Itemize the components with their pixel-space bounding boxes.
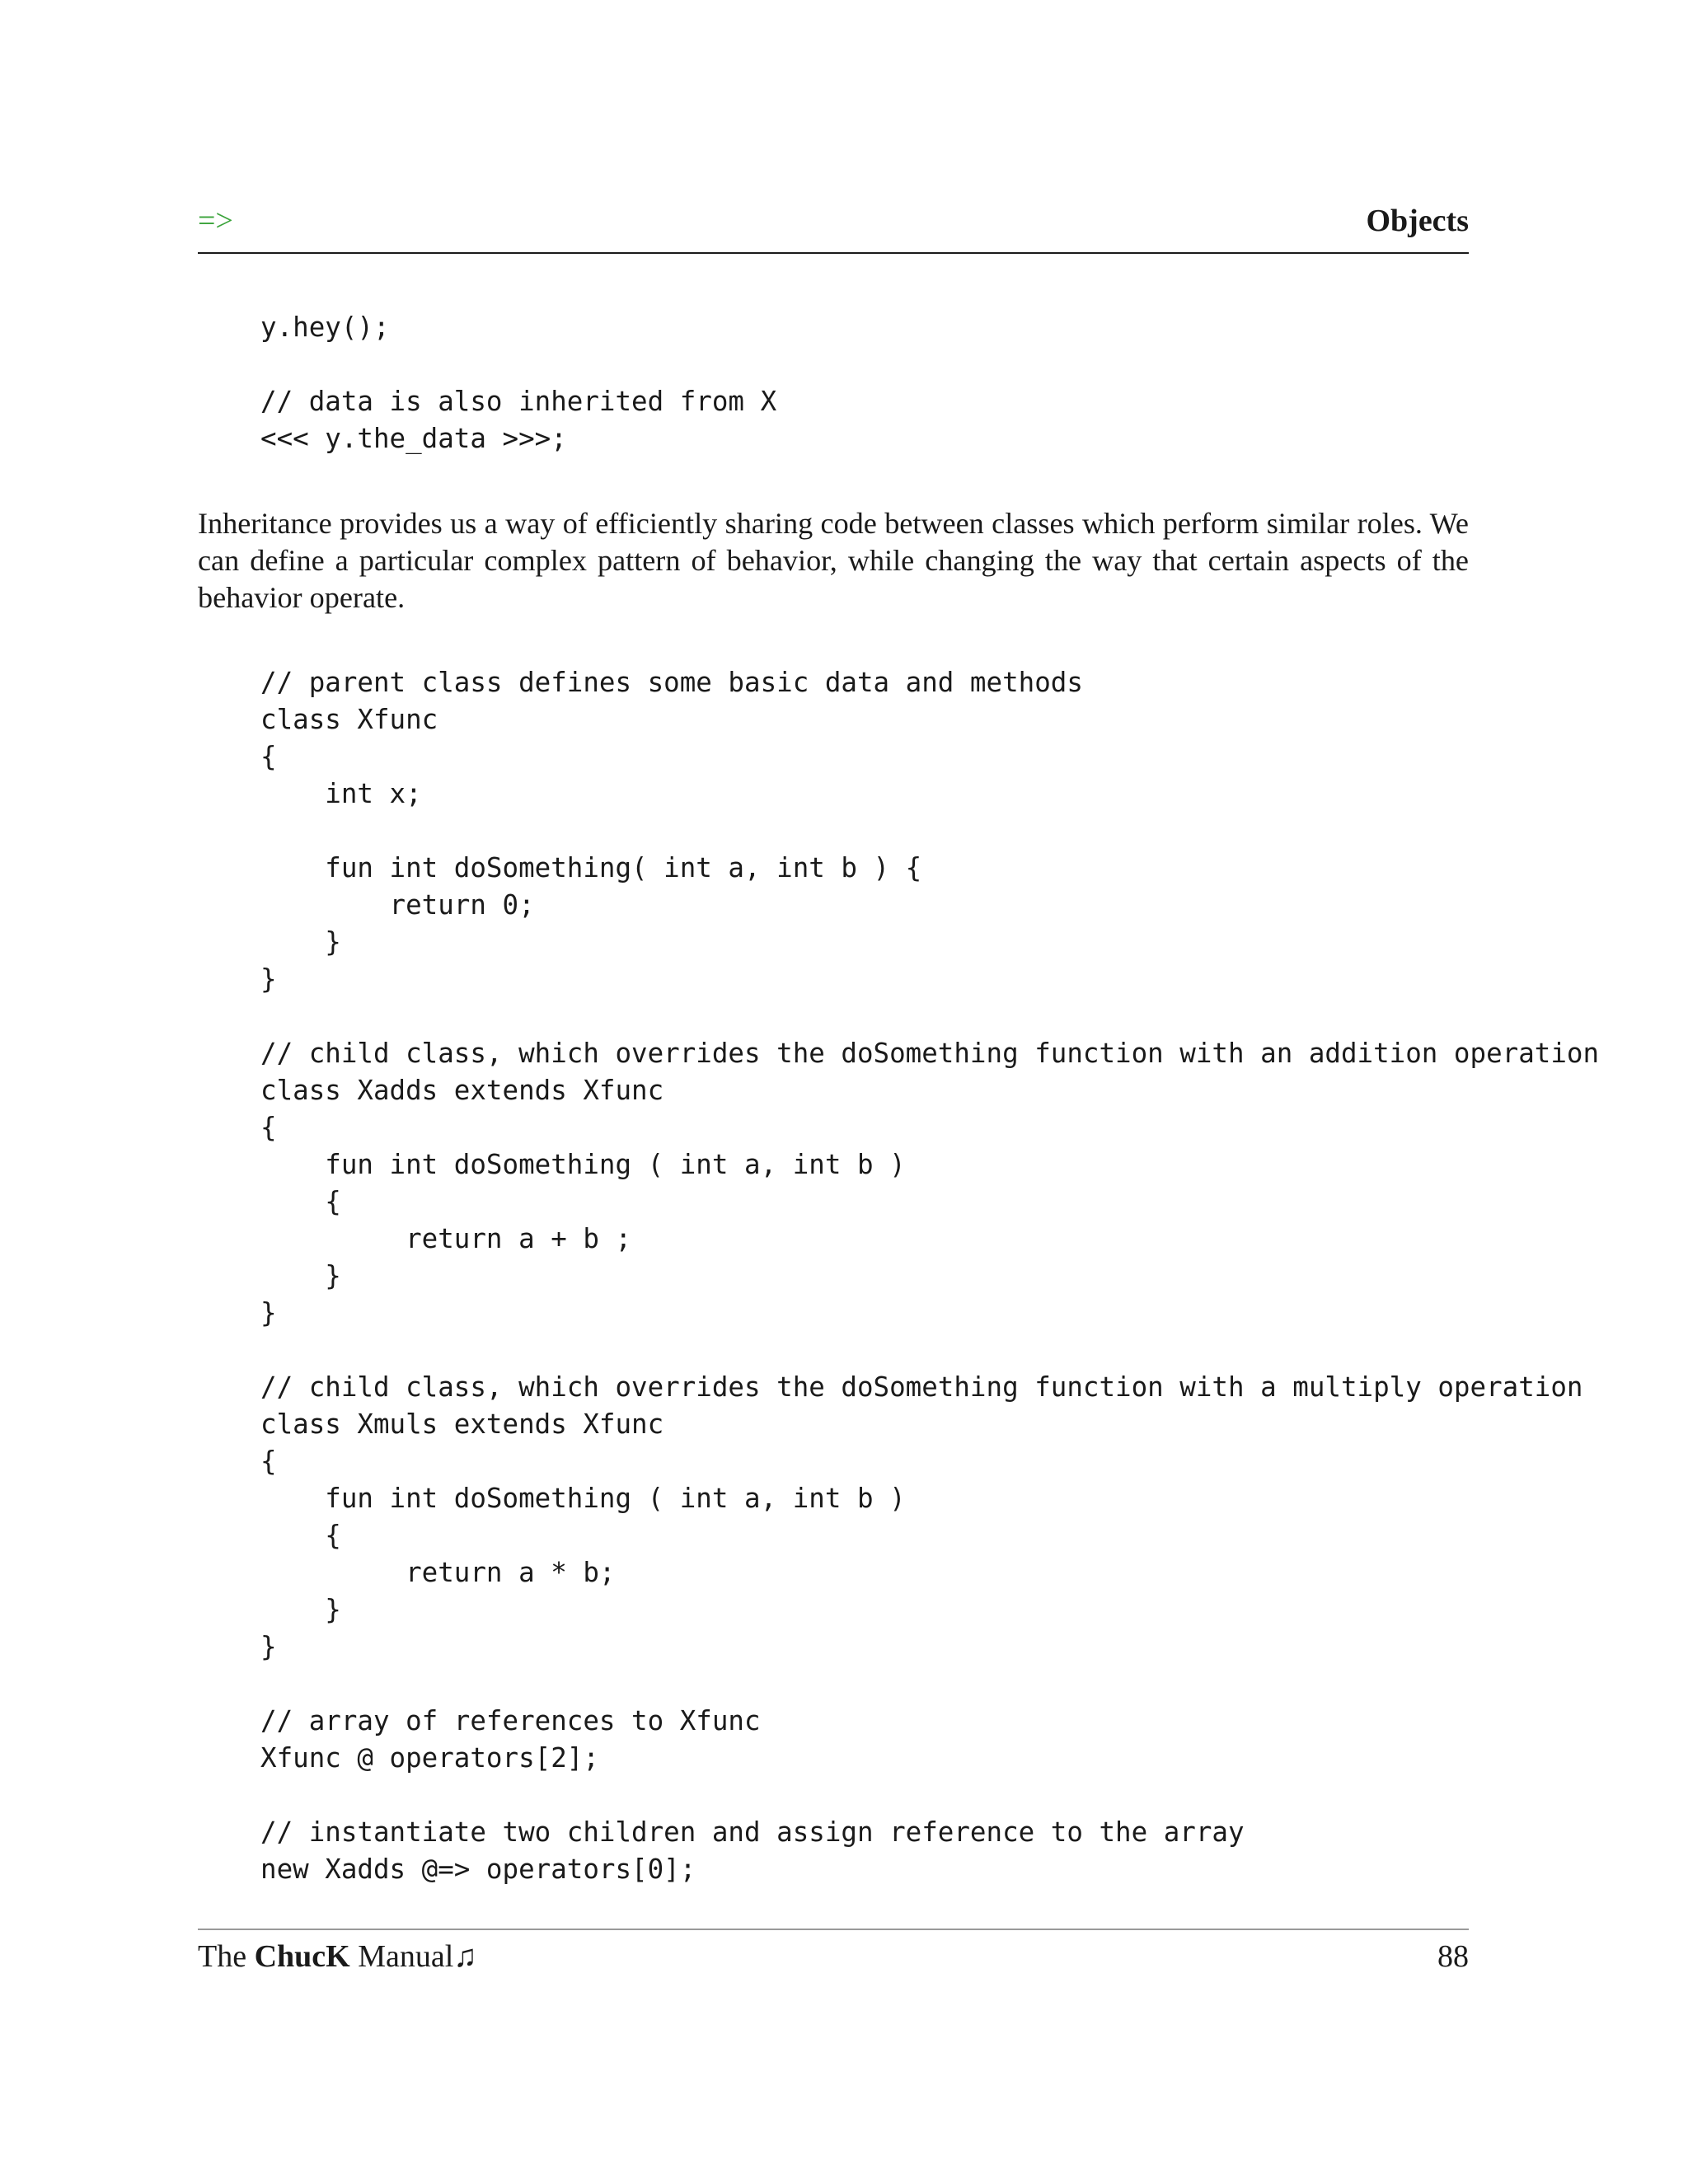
- code-line: class Xadds extends Xfunc: [260, 1075, 664, 1106]
- code-line: }: [260, 1631, 277, 1662]
- code-line: [260, 346, 776, 383]
- header-arrow: =>: [198, 204, 233, 238]
- code-line: return a + b ;: [260, 1223, 632, 1254]
- code-line: class Xfunc: [260, 704, 438, 735]
- code-line: }: [260, 926, 341, 958]
- code-line: [260, 1666, 1599, 1703]
- code-line: // child class, which overrides the doSomething function with a multiply operation: [260, 1371, 1583, 1403]
- code-line: }: [260, 1297, 277, 1329]
- code-line: [260, 998, 1599, 1035]
- code-line: // parent class defines some basic data and methods: [260, 667, 1083, 698]
- code-line: {: [260, 741, 277, 772]
- code-line: [260, 813, 1599, 850]
- section-title: Objects: [1366, 204, 1469, 238]
- code-line: {: [260, 1446, 277, 1477]
- code-line: }: [260, 1594, 341, 1625]
- footer-chuck: ChucK: [254, 1939, 350, 1974]
- code-line: return 0;: [260, 889, 535, 921]
- body-paragraph: Inheritance provides us a way of efficiently sharing code between classes which perform similar roles. We can define a particular complex pattern of behavior, while changing the way that certain aspects of the behavior operate.: [198, 507, 1469, 614]
- code-line: class Xmuls extends Xfunc: [260, 1408, 664, 1440]
- code-line: {: [260, 1112, 277, 1143]
- footer-manual-title: [198, 1938, 477, 1975]
- code-line: // instantiate two children and assign reference to the array: [260, 1816, 1245, 1848]
- code-line: new Xadds @=> operators[0];: [260, 1854, 696, 1885]
- code-block-inheritance-usage: [260, 309, 776, 457]
- code-line: [260, 1777, 1599, 1814]
- code-line: // array of references to Xfunc: [260, 1705, 761, 1736]
- code-line: fun int doSomething ( int a, int b ): [260, 1149, 906, 1180]
- page-header: [198, 203, 1469, 254]
- code-line: fun int doSomething ( int a, int b ): [260, 1483, 906, 1514]
- footer-suffix: Manual♫: [358, 1939, 477, 1974]
- code-line: return a * b;: [260, 1557, 616, 1588]
- page-number: 88: [1437, 1939, 1469, 1974]
- footer-prefix: The: [198, 1939, 247, 1974]
- code-line: }: [260, 1260, 341, 1291]
- code-line: // child class, which overrides the doSomething function with an addition operation: [260, 1038, 1600, 1069]
- code-line: [260, 1332, 1599, 1369]
- code-line: {: [260, 1520, 341, 1551]
- code-line: Xfunc @ operators[2];: [260, 1742, 599, 1774]
- code-line: int x;: [260, 778, 422, 809]
- code-line: }: [260, 963, 277, 995]
- code-line: {: [260, 1186, 341, 1217]
- code-line: y.hey();: [260, 312, 390, 343]
- code-line: <<< y.the_data >>>;: [260, 423, 567, 454]
- code-block-xfunc-example: [260, 664, 1599, 1888]
- footer-rule: [198, 1929, 1469, 1930]
- code-line: fun int doSomething( int a, int b ) {: [260, 852, 922, 883]
- code-line: // data is also inherited from X: [260, 386, 777, 417]
